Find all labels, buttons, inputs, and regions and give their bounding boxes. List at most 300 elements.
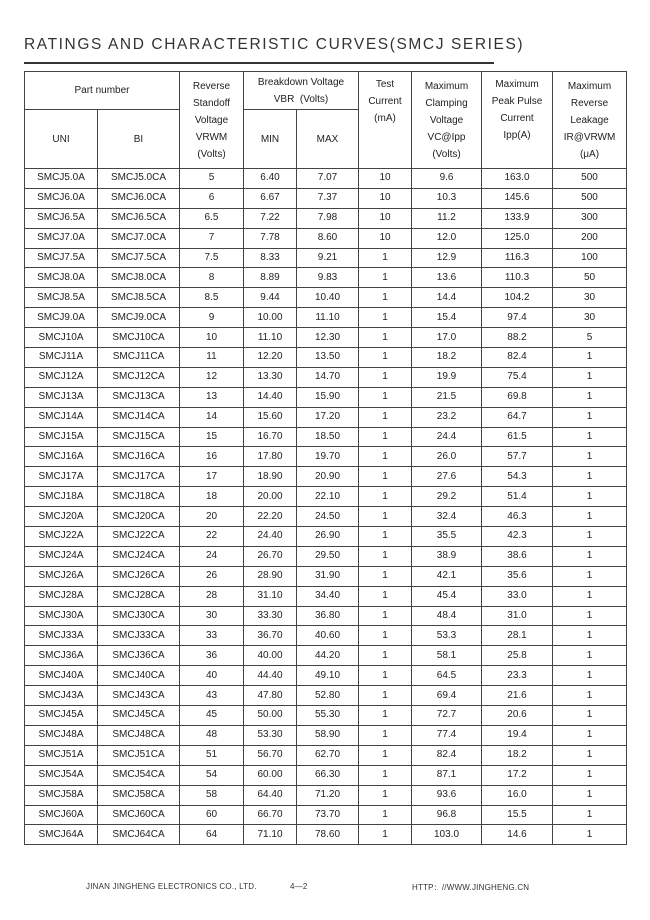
footer-company: JINAN JINGHENG ELECTRONICS CO., LTD.: [86, 882, 257, 891]
uni-header: UNI: [25, 110, 98, 169]
test-current-cell: 1: [359, 308, 412, 328]
vbr-max-cell: 11.10: [297, 308, 359, 328]
uni-part-cell: SMCJ14A: [25, 407, 98, 427]
clamping-voltage-cell: 10.3: [412, 188, 482, 208]
vrwm-cell: 36: [180, 646, 244, 666]
vbr-max-cell: 44.20: [297, 646, 359, 666]
uni-part-cell: SMCJ12A: [25, 367, 98, 387]
bi-part-cell: SMCJ24CA: [98, 546, 180, 566]
peak-pulse-cell: 19.4: [482, 725, 553, 745]
bi-part-cell: SMCJ28CA: [98, 586, 180, 606]
vbr-max-cell: 73.70: [297, 805, 359, 825]
clamping-voltage-cell: 77.4: [412, 725, 482, 745]
test-current-header-line: Current: [368, 96, 402, 107]
vbr-min-cell: 50.00: [244, 706, 297, 726]
peak-pulse-cell: 116.3: [482, 248, 553, 268]
peak-pulse-cell: 64.7: [482, 407, 553, 427]
table-row: [25, 745, 627, 765]
clamping-voltage-cell: 93.6: [412, 785, 482, 805]
peak-pulse-cell: 51.4: [482, 487, 553, 507]
vrwm-cell: 58: [180, 785, 244, 805]
test-current-cell: 1: [359, 268, 412, 288]
bi-part-cell: SMCJ8.5CA: [98, 288, 180, 308]
peak-pulse-header-line: Ipp(A): [503, 130, 531, 141]
leakage-cell: 1: [553, 765, 627, 785]
vrwm-cell: 10: [180, 328, 244, 348]
clamping-voltage-cell: 21.5: [412, 387, 482, 407]
table-row: [25, 228, 627, 248]
vbr-max-cell: 14.70: [297, 367, 359, 387]
leakage-cell: 30: [553, 308, 627, 328]
clamping-voltage-cell: 12.0: [412, 228, 482, 248]
vbr-max-cell: 40.60: [297, 626, 359, 646]
test-current-cell: 1: [359, 686, 412, 706]
bi-part-cell: SMCJ60CA: [98, 805, 180, 825]
table-row: [25, 527, 627, 547]
vbr-min-cell: 16.70: [244, 427, 297, 447]
clamping-voltage-cell: 27.6: [412, 467, 482, 487]
test-current-cell: 1: [359, 785, 412, 805]
bi-part-cell: SMCJ17CA: [98, 467, 180, 487]
uni-part-cell: SMCJ64A: [25, 825, 98, 845]
vrwm-cell: 64: [180, 825, 244, 845]
vrwm-cell: 40: [180, 666, 244, 686]
leakage-cell: 50: [553, 268, 627, 288]
vbr-min-cell: 40.00: [244, 646, 297, 666]
vbr-min-cell: 6.67: [244, 188, 297, 208]
leakage-cell: 1: [553, 367, 627, 387]
test-current-cell: 10: [359, 169, 412, 189]
clamping-voltage-cell: 45.4: [412, 586, 482, 606]
vrwm-header-line: Voltage: [194, 114, 229, 126]
page-title: RATINGS AND CHARACTERISTIC CURVES(SMCJ SERIES): [24, 36, 525, 53]
vbr-max-cell: 9.83: [297, 268, 359, 288]
uni-part-cell: SMCJ51A: [25, 745, 98, 765]
test-current-cell: 10: [359, 208, 412, 228]
vbr-header: [244, 72, 359, 110]
vbr-min-cell: 12.20: [244, 348, 297, 368]
bi-part-cell: SMCJ26CA: [98, 566, 180, 586]
vrwm-cell: 14: [180, 407, 244, 427]
uni-part-cell: SMCJ22A: [25, 527, 98, 547]
table-row: [25, 805, 627, 825]
uni-part-cell: SMCJ6.5A: [25, 208, 98, 228]
peak-pulse-cell: 38.6: [482, 546, 553, 566]
clamping-header-line: Maximum: [424, 80, 469, 92]
test-current-cell: 1: [359, 328, 412, 348]
vbr-max-cell: 12.30: [297, 328, 359, 348]
vrwm-cell: 45: [180, 706, 244, 726]
vbr-min-cell: 31.10: [244, 586, 297, 606]
vbr-min-cell: 8.33: [244, 248, 297, 268]
clamping-voltage-cell: 64.5: [412, 666, 482, 686]
test-current-cell: 1: [359, 825, 412, 845]
vrwm-header-line: Standoff: [192, 97, 231, 109]
uni-part-cell: SMCJ43A: [25, 686, 98, 706]
peak-pulse-cell: 97.4: [482, 308, 553, 328]
vrwm-cell: 11: [180, 348, 244, 368]
bi-part-cell: SMCJ10CA: [98, 328, 180, 348]
test-current-cell: 1: [359, 527, 412, 547]
vbr-max-cell: 55.30: [297, 706, 359, 726]
test-current-cell: 1: [359, 606, 412, 626]
uni-part-cell: SMCJ5.0A: [25, 169, 98, 189]
vrwm-cell: 24: [180, 546, 244, 566]
vbr-max-cell: 78.60: [297, 825, 359, 845]
vbr-max-cell: 29.50: [297, 546, 359, 566]
peak-pulse-cell: 21.6: [482, 686, 553, 706]
table-row: [25, 706, 627, 726]
vrwm-cell: 9: [180, 308, 244, 328]
leakage-cell: 1: [553, 666, 627, 686]
clamping-voltage-cell: 18.2: [412, 348, 482, 368]
vrwm-cell: 8: [180, 268, 244, 288]
table-row: [25, 288, 627, 308]
leakage-cell: 100: [553, 248, 627, 268]
vbr-min-cell: 20.00: [244, 487, 297, 507]
test-current-cell: 1: [359, 586, 412, 606]
peak-pulse-cell: 42.3: [482, 527, 553, 547]
bi-part-cell: SMCJ11CA: [98, 348, 180, 368]
uni-part-cell: SMCJ45A: [25, 706, 98, 726]
leakage-header-line: Leakage: [570, 114, 609, 126]
table-row: [25, 566, 627, 586]
table-row: [25, 467, 627, 487]
peak-pulse-cell: 57.7: [482, 447, 553, 467]
leakage-cell: 1: [553, 407, 627, 427]
test-current-cell: 10: [359, 188, 412, 208]
footer-url: HTTP：//WWW.JINGHENG.CN: [412, 883, 530, 892]
peak-pulse-cell: 18.2: [482, 745, 553, 765]
table-row: [25, 507, 627, 527]
bi-part-cell: SMCJ5.0CA: [98, 169, 180, 189]
vbr-min-cell: 15.60: [244, 407, 297, 427]
test-current-cell: 1: [359, 467, 412, 487]
peak-pulse-cell: 20.6: [482, 706, 553, 726]
bi-part-cell: SMCJ20CA: [98, 507, 180, 527]
table-row: [25, 208, 627, 228]
table-row: [25, 487, 627, 507]
peak-pulse-header-line: Maximum: [495, 79, 539, 90]
vbr-min-cell: 7.22: [244, 208, 297, 228]
vbr-max-cell: 19.70: [297, 447, 359, 467]
vrwm-cell: 20: [180, 507, 244, 527]
peak-pulse-cell: 16.0: [482, 785, 553, 805]
uni-part-cell: SMCJ36A: [25, 646, 98, 666]
uni-part-cell: SMCJ8.0A: [25, 268, 98, 288]
bi-part-cell: SMCJ7.5CA: [98, 248, 180, 268]
vrwm-cell: 7.5: [180, 248, 244, 268]
leakage-header-line: IR@VRWM: [563, 131, 616, 143]
uni-part-cell: SMCJ10A: [25, 328, 98, 348]
vbr-min-cell: 8.89: [244, 268, 297, 288]
bi-part-cell: SMCJ51CA: [98, 745, 180, 765]
leakage-header-line: Reverse: [570, 97, 609, 109]
table-row: [25, 188, 627, 208]
bi-header: BI: [98, 110, 180, 169]
bi-part-cell: SMCJ15CA: [98, 427, 180, 447]
vbr-min-cell: 71.10: [244, 825, 297, 845]
test-current-cell: 1: [359, 566, 412, 586]
vrwm-cell: 60: [180, 805, 244, 825]
test-current-cell: 1: [359, 407, 412, 427]
leakage-cell: 30: [553, 288, 627, 308]
clamping-voltage-cell: 26.0: [412, 447, 482, 467]
peak-pulse-cell: 17.2: [482, 765, 553, 785]
bi-part-cell: SMCJ18CA: [98, 487, 180, 507]
bi-part-cell: SMCJ36CA: [98, 646, 180, 666]
peak-pulse-cell: 88.2: [482, 328, 553, 348]
table-row: [25, 268, 627, 288]
vbr-min-cell: 22.20: [244, 507, 297, 527]
table-row: [25, 427, 627, 447]
clamping-voltage-cell: 87.1: [412, 765, 482, 785]
clamping-voltage-cell: 19.9: [412, 367, 482, 387]
uni-part-cell: SMCJ7.5A: [25, 248, 98, 268]
peak-pulse-cell: 61.5: [482, 427, 553, 447]
clamping-voltage-cell: 14.4: [412, 288, 482, 308]
vbr-max-cell: 20.90: [297, 467, 359, 487]
vrwm-cell: 43: [180, 686, 244, 706]
vbr-max-cell: 7.98: [297, 208, 359, 228]
vbr-max-cell: 10.40: [297, 288, 359, 308]
table-row: [25, 447, 627, 467]
vbr-max-cell: 26.90: [297, 527, 359, 547]
peak-pulse-cell: 14.6: [482, 825, 553, 845]
vbr-max-cell: 36.80: [297, 606, 359, 626]
vrwm-cell: 8.5: [180, 288, 244, 308]
table-row: [25, 646, 627, 666]
uni-part-cell: SMCJ11A: [25, 348, 98, 368]
peak-pulse-cell: 33.0: [482, 586, 553, 606]
bi-part-cell: SMCJ45CA: [98, 706, 180, 726]
test-current-cell: 1: [359, 427, 412, 447]
uni-part-cell: SMCJ18A: [25, 487, 98, 507]
table-row: [25, 765, 627, 785]
vbr-min-cell: 11.10: [244, 328, 297, 348]
peak-pulse-header: [482, 72, 553, 169]
vbr-min-cell: 60.00: [244, 765, 297, 785]
uni-part-cell: SMCJ16A: [25, 447, 98, 467]
peak-pulse-cell: 23.3: [482, 666, 553, 686]
uni-part-cell: SMCJ58A: [25, 785, 98, 805]
leakage-cell: 500: [553, 188, 627, 208]
bi-part-cell: SMCJ16CA: [98, 447, 180, 467]
leakage-cell: 1: [553, 467, 627, 487]
clamping-voltage-cell: 11.2: [412, 208, 482, 228]
test-current-header-line: Test: [375, 79, 395, 90]
vbr-max-cell: 22.10: [297, 487, 359, 507]
leakage-cell: 1: [553, 785, 627, 805]
uni-part-cell: SMCJ8.5A: [25, 288, 98, 308]
vbr-min-cell: 66.70: [244, 805, 297, 825]
uni-part-cell: SMCJ60A: [25, 805, 98, 825]
table-row: [25, 169, 627, 189]
clamping-header-line: VC@Ipp: [427, 131, 466, 143]
vrwm-header-line: VRWM: [195, 131, 228, 143]
table-row: [25, 586, 627, 606]
uni-part-cell: SMCJ9.0A: [25, 308, 98, 328]
vbr-max-cell: 18.50: [297, 427, 359, 447]
clamping-voltage-cell: 69.4: [412, 686, 482, 706]
peak-pulse-cell: 46.3: [482, 507, 553, 527]
vrwm-cell: 22: [180, 527, 244, 547]
peak-pulse-cell: 133.9: [482, 208, 553, 228]
table-row: [25, 248, 627, 268]
vbr-min-cell: 14.40: [244, 387, 297, 407]
uni-part-cell: SMCJ15A: [25, 427, 98, 447]
vbr-header-line: VBR (Volts): [273, 93, 329, 105]
clamping-voltage-cell: 24.4: [412, 427, 482, 447]
peak-pulse-cell: 110.3: [482, 268, 553, 288]
vbr-min-cell: 10.00: [244, 308, 297, 328]
test-current-cell: 1: [359, 487, 412, 507]
test-current-header: [359, 72, 412, 169]
clamping-voltage-cell: 48.4: [412, 606, 482, 626]
peak-pulse-header-line: Current: [500, 113, 534, 124]
leakage-cell: 1: [553, 686, 627, 706]
vrwm-cell: 48: [180, 725, 244, 745]
vrwm-header-line: (Volts): [197, 148, 226, 160]
vbr-max-cell: 24.50: [297, 507, 359, 527]
leakage-cell: 1: [553, 427, 627, 447]
clamping-voltage-cell: 13.6: [412, 268, 482, 288]
uni-part-cell: SMCJ26A: [25, 566, 98, 586]
clamping-voltage-cell: 58.1: [412, 646, 482, 666]
vbr-max-cell: 62.70: [297, 745, 359, 765]
vbr-min-cell: 53.30: [244, 725, 297, 745]
clamping-voltage-cell: 96.8: [412, 805, 482, 825]
uni-part-cell: SMCJ7.0A: [25, 228, 98, 248]
vrwm-cell: 51: [180, 745, 244, 765]
vrwm-cell: 6.5: [180, 208, 244, 228]
leakage-cell: 300: [553, 208, 627, 228]
vrwm-header-line: Reverse: [192, 80, 231, 92]
bi-part-cell: SMCJ43CA: [98, 686, 180, 706]
title-underline: [24, 62, 494, 64]
vrwm-cell: 30: [180, 606, 244, 626]
vbr-min-cell: 36.70: [244, 626, 297, 646]
bi-part-cell: SMCJ6.5CA: [98, 208, 180, 228]
table-row: [25, 825, 627, 845]
leakage-cell: 1: [553, 725, 627, 745]
table-row: [25, 626, 627, 646]
bi-part-cell: SMCJ12CA: [98, 367, 180, 387]
bi-part-cell: SMCJ54CA: [98, 765, 180, 785]
peak-pulse-cell: 125.0: [482, 228, 553, 248]
vbr-min-cell: 47.80: [244, 686, 297, 706]
clamping-header-line: Voltage: [429, 114, 464, 126]
peak-pulse-cell: 35.6: [482, 566, 553, 586]
vbr-min-cell: 7.78: [244, 228, 297, 248]
test-current-cell: 1: [359, 626, 412, 646]
peak-pulse-cell: 54.3: [482, 467, 553, 487]
table-body: [25, 169, 627, 845]
vbr-min-cell: 9.44: [244, 288, 297, 308]
uni-part-cell: SMCJ40A: [25, 666, 98, 686]
vrwm-cell: 28: [180, 586, 244, 606]
peak-pulse-cell: 69.8: [482, 387, 553, 407]
vrwm-cell: 7: [180, 228, 244, 248]
table-row: [25, 328, 627, 348]
peak-pulse-cell: 15.5: [482, 805, 553, 825]
bi-part-cell: SMCJ40CA: [98, 666, 180, 686]
clamping-voltage-header: [412, 72, 482, 169]
leakage-header-line: Maximum: [567, 80, 612, 92]
table-row: [25, 348, 627, 368]
clamping-voltage-cell: 72.7: [412, 706, 482, 726]
clamping-voltage-cell: 17.0: [412, 328, 482, 348]
leakage-cell: 500: [553, 169, 627, 189]
uni-part-cell: SMCJ54A: [25, 765, 98, 785]
vrwm-cell: 15: [180, 427, 244, 447]
leakage-cell: 1: [553, 447, 627, 467]
vbr-max-cell: 7.07: [297, 169, 359, 189]
table-row: [25, 686, 627, 706]
test-current-cell: 1: [359, 367, 412, 387]
vbr-min-cell: 13.30: [244, 367, 297, 387]
vbr-max-cell: 13.50: [297, 348, 359, 368]
bi-part-cell: SMCJ33CA: [98, 626, 180, 646]
vbr-max-cell: 15.90: [297, 387, 359, 407]
peak-pulse-cell: 145.6: [482, 188, 553, 208]
uni-part-cell: SMCJ30A: [25, 606, 98, 626]
vbr-min-header: MIN: [244, 110, 297, 169]
peak-pulse-header-line: Peak Pulse: [491, 96, 543, 107]
leakage-cell: 5: [553, 328, 627, 348]
test-current-cell: 1: [359, 725, 412, 745]
uni-part-cell: SMCJ24A: [25, 546, 98, 566]
bi-part-cell: SMCJ8.0CA: [98, 268, 180, 288]
vbr-min-cell: 56.70: [244, 745, 297, 765]
vbr-max-header: MAX: [297, 110, 359, 169]
vbr-max-cell: 34.40: [297, 586, 359, 606]
uni-part-cell: SMCJ17A: [25, 467, 98, 487]
leakage-cell: 1: [553, 805, 627, 825]
leakage-cell: 1: [553, 487, 627, 507]
uni-part-cell: SMCJ20A: [25, 507, 98, 527]
vbr-max-cell: 52.80: [297, 686, 359, 706]
test-current-cell: 1: [359, 546, 412, 566]
vbr-max-cell: 17.20: [297, 407, 359, 427]
footer-page-number: 4—2: [290, 882, 308, 891]
table-header: [25, 72, 627, 169]
clamping-voltage-cell: 103.0: [412, 825, 482, 845]
vrwm-cell: 54: [180, 765, 244, 785]
vrwm-cell: 26: [180, 566, 244, 586]
uni-part-cell: SMCJ48A: [25, 725, 98, 745]
clamping-voltage-cell: 42.1: [412, 566, 482, 586]
vbr-max-cell: 71.20: [297, 785, 359, 805]
leakage-cell: 1: [553, 546, 627, 566]
peak-pulse-cell: 82.4: [482, 348, 553, 368]
test-current-cell: 1: [359, 805, 412, 825]
leakage-cell: 1: [553, 507, 627, 527]
leakage-cell: 1: [553, 586, 627, 606]
vbr-max-cell: 9.21: [297, 248, 359, 268]
vbr-max-cell: 66.30: [297, 765, 359, 785]
peak-pulse-cell: 104.2: [482, 288, 553, 308]
bi-part-cell: SMCJ13CA: [98, 387, 180, 407]
test-current-cell: 1: [359, 745, 412, 765]
leakage-cell: 1: [553, 706, 627, 726]
ratings-table: [24, 71, 627, 845]
clamping-voltage-cell: 53.3: [412, 626, 482, 646]
leakage-cell: 1: [553, 626, 627, 646]
peak-pulse-cell: 25.8: [482, 646, 553, 666]
vbr-max-cell: 8.60: [297, 228, 359, 248]
vbr-min-cell: 6.40: [244, 169, 297, 189]
